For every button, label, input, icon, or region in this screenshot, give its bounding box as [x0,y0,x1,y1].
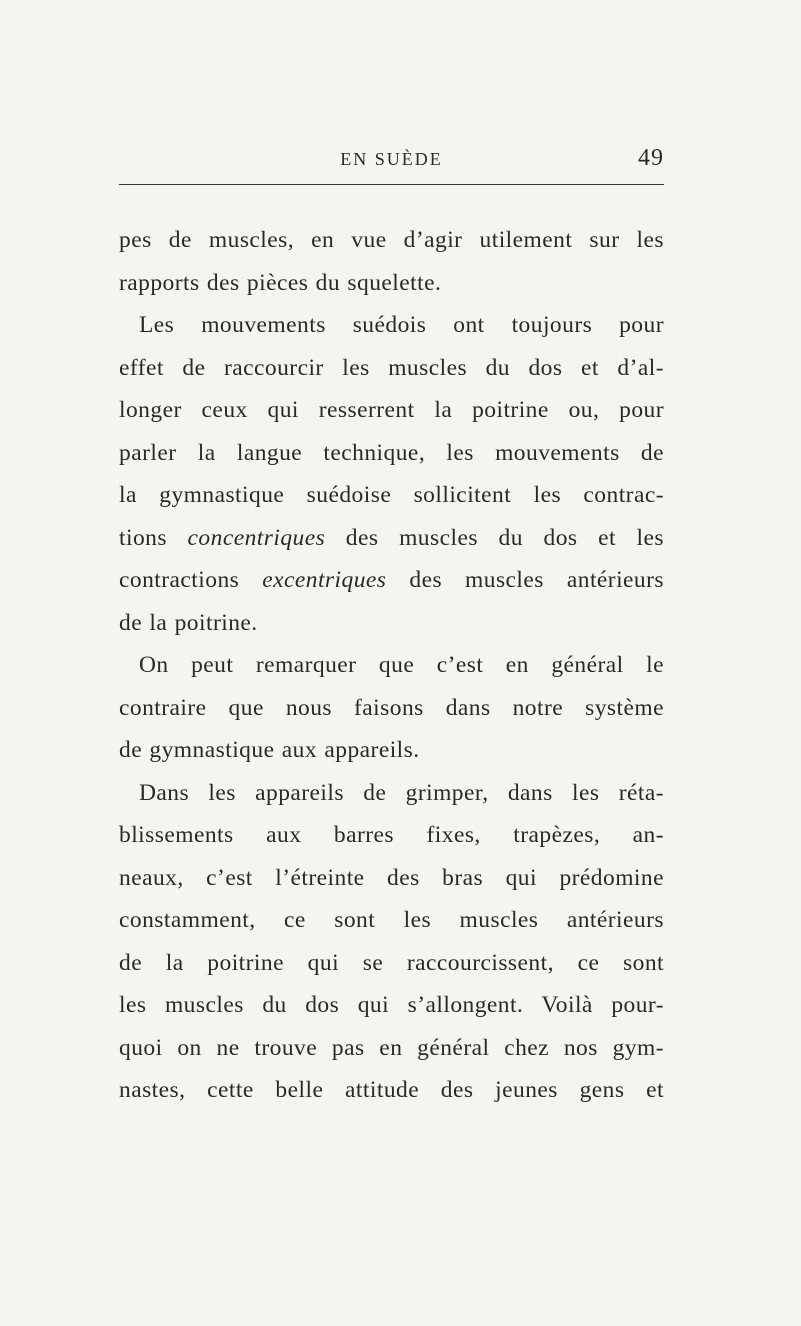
body-text [119,219,664,1112]
text-line: parler la langue technique, les mouvements de [119,439,664,466]
text-line: de gymnastique aux appareils. [119,737,420,763]
text-line: les muscles du dos qui s’allongent. Voilà pour- [119,992,664,1018]
text-line: blissements aux barres fixes, trapèzes, an- [119,822,664,848]
header-rule [119,184,664,185]
italic-term: excentriques [262,567,387,593]
text-line: longer ceux qui resserrent la poitrine ou, pour [119,397,664,423]
running-head [119,147,664,175]
italic-term: concentriques [187,524,326,551]
page-number: 49 [638,145,664,171]
text-line: On peut remarquer que c’est en général le [139,652,664,678]
text-line: contraire que nous faisons dans notre système [119,694,664,721]
text-line: tions concentriques des muscles du dos et les [119,524,664,551]
text-line: contractions excentriques des muscles antérieurs [119,567,665,593]
text-line: pes de muscles, en vue d’agir utilement sur les [119,227,664,253]
text-line: nastes, cette belle attitude des jeunes gens et [119,1077,664,1103]
text-line: Les mouvements suédois ont toujours pour [139,312,664,338]
text-line: constamment, ce sont les muscles antérieurs [119,907,664,933]
text-line: de la poitrine qui se raccourcissent, ce sont [119,949,664,976]
text-line: la gymnastique suédoise sollicitent les contrac- [119,482,664,508]
text-line: de la poitrine. [119,609,258,636]
text-line: rapports des pièces du squelette. [119,269,442,296]
text-line: effet de raccourcir les muscles du dos et d’al- [119,354,664,381]
text-line: neaux, c’est l’étreinte des bras qui prédomine [119,864,664,891]
text-line: quoi on ne trouve pas en général chez nos gym- [119,1034,664,1061]
text-line: Dans les appareils de grimper, dans les réta- [139,779,664,806]
running-title: EN SUÈDE [340,149,443,169]
